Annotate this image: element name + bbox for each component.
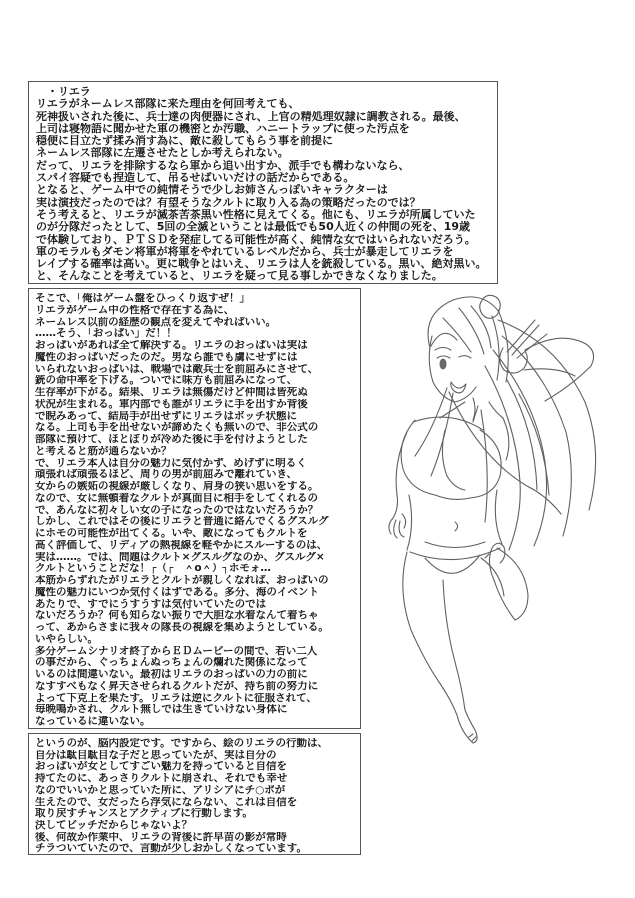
text-line: 高く評価して、リディアの熱視線を軽やかにスルーするのは、 bbox=[35, 539, 328, 551]
text-line: 後、何故か作業中、リエラの背後に許早苗の影が常時 bbox=[35, 831, 287, 843]
text-line: ネームレス以前の経歴の観点を変えてやればいい。 bbox=[35, 316, 277, 328]
lowered-arm-hand bbox=[389, 432, 407, 538]
text-line: いられないおっぱいは、戦場では敵兵士を前屈みにさせて、 bbox=[35, 363, 319, 375]
text-line: と、そんなことを考えていると、リエラを疑って見る事しかできなくなりました。 bbox=[36, 270, 443, 283]
text-line: おっぱいがあれば全て解決する。リエラのおっぱいは実は bbox=[35, 340, 308, 351]
text-line: 魔性の魅力にいつか気付くはずである。多分、海のイベント bbox=[35, 586, 319, 598]
text-line: ネームレス部隊に左遷させたとしか考えられない。 bbox=[36, 147, 289, 160]
text-line: あたりで、すでにうすうすは気付いていたのでは bbox=[35, 598, 267, 610]
text-line: で、リエラ本人は自分の魅力に気付かず、めげずに明るく bbox=[35, 457, 307, 469]
text-line: そう考えると、リエラが滅茶苦茶黒い性格に見えてくる。他にも、リエラが所属していた bbox=[36, 208, 476, 221]
text-line: のが分隊だったとして、5回の全滅ということは最低でも50人近くの仲間の死を、19歳 bbox=[36, 221, 471, 234]
character-illustration bbox=[385, 290, 635, 755]
eye-iris bbox=[440, 359, 447, 370]
text-line: 上司は寝物語に聞かせた軍の機密とか汚職、ハニートラップに使った汚点を bbox=[36, 122, 410, 135]
text-line: 状況が生まれる。軍内部でも誰がリエラに手を出すか背後 bbox=[35, 398, 308, 410]
text-line: で体験しており、ＰＴＳＤを発症してる可能性が高く、純情な女ではいられないだろう。 bbox=[36, 233, 476, 246]
text-line: 実は演技だったのでは？有望そうなクルトに取り入る為の策略だったのでは？ bbox=[36, 196, 421, 209]
flowing-hair bbox=[415, 320, 596, 550]
text-line: 女からの嫉妬の視線が厳しくなり、肩身の狭い思いをする。 bbox=[35, 481, 319, 492]
face bbox=[429, 336, 476, 402]
character-sketch-svg bbox=[385, 290, 635, 755]
text-line: 取り戻すチャンスとアクティブに行動します。 bbox=[35, 808, 253, 820]
text-line: だって、リエラを排除するなら軍から追い出すか、派手でも構わないなら、 bbox=[36, 159, 410, 172]
text-line: って、あからさまに我々の隊長の視線を集めようとしている。 bbox=[35, 622, 329, 633]
text-line: スパイ容疑でも捏造して、吊るせばいいだけの話だからである。 bbox=[36, 172, 355, 185]
text-line: ……そう、「おっぱい」だ！！ bbox=[35, 328, 177, 340]
text-line: ないだろうか？何も知らない振りで大胆な水着なんて着ちゃ bbox=[35, 610, 319, 622]
hair-top bbox=[428, 297, 499, 354]
text-line: と考えると筋が通らないか？ bbox=[35, 445, 172, 457]
text-line: リエラがネームレス部隊に来た理由を何回考えても、 bbox=[36, 98, 300, 111]
text-line: チラついていたので、言動が少しおかしくなっています。 bbox=[35, 843, 307, 855]
text-line: 銃の命中率を下げる。ついでに味方も前屈みになって、 bbox=[35, 375, 298, 387]
text-line: で、あんなに初々しい女の子になったのではないだろうか？ bbox=[35, 504, 319, 516]
text-line: 頑張れば頑張るほど、周りの男が前屈みで離れていき、 bbox=[35, 469, 298, 481]
text-line: しかし、これではその後にリエラと普通に絡んでくるグスルグ bbox=[35, 516, 329, 528]
text-line: となると、ゲーム中での純情そうで少しお姉さんっぽいキャラクターは bbox=[36, 184, 388, 197]
text-line: 実は……。では、問題はクルト×グスルグなのか、グスルグ× bbox=[35, 551, 325, 563]
text-line: なのでいいかと思っていた所に、アリシアにチ○ポが bbox=[35, 784, 286, 796]
text-line: 本筋からずれたがリエラとクルトが親しくなれば、おっぱいの bbox=[35, 575, 329, 586]
ponytail-tie bbox=[480, 295, 509, 382]
waist-bikini-bottom bbox=[407, 490, 502, 573]
text-line: よって下克上を果たす。リエラは逆にクルトに征服されて、 bbox=[35, 692, 317, 704]
text-line: 穏便に目立たず揉み消す為に、敵に殺してもらう事を前提に bbox=[36, 135, 333, 148]
text-line: いるのは間違いない。最初はリエラのおっぱいの力の前に bbox=[35, 669, 308, 680]
headcanon-text-box bbox=[28, 288, 361, 729]
text-line: 毎晩鳴かされ、クルト無しでは生きていけない身体に bbox=[35, 704, 288, 716]
extended-leg bbox=[403, 552, 477, 743]
text-line: で睨みあって、結局手が出せずにリエラはボッチ状態に bbox=[35, 410, 297, 422]
intro-text-box bbox=[28, 81, 498, 284]
text-line: 生えたので、女だったら浮気にならない、これは自信を bbox=[35, 796, 298, 808]
text-line: リエラがゲーム中の性格で存在する為に、 bbox=[35, 304, 235, 316]
text-line: 生存率が下がる。結果、リエラは無傷だけど仲間は皆死ぬ bbox=[35, 387, 308, 398]
text-line: クルトということだな！┌（┌ ＾o＾）┐ホモォ… bbox=[35, 563, 271, 575]
open-mouth bbox=[451, 382, 466, 393]
text-line: 決してビッチだからじゃないよ？ bbox=[35, 819, 193, 831]
text-line: 持てたのに、あっさりクルトに崩され、それでも幸せ bbox=[35, 773, 288, 785]
text-line: なる。上司も手を出せないが諦めたくも無いので、非公式の bbox=[35, 422, 319, 434]
text-line: というのが、脳内設定です。ですから、絵のリエラの行動は、 bbox=[35, 738, 328, 749]
bent-leg bbox=[481, 543, 528, 620]
text-line: 死神扱いされた後に、兵士達の肉便器にされ、上官の精処理奴隷に調教される。最後、 bbox=[36, 110, 466, 123]
text-line: レイプする確率は高い。更に戦争とはいえ、リエラは人を銃殺している。黒い、絶対黒い。 bbox=[36, 258, 487, 271]
text-line: にホモの可能性が出てくる。いや、敵になってもクルトを bbox=[35, 528, 308, 539]
text-line: いやらしい。 bbox=[35, 633, 98, 645]
text-line: 軍のモラルもダモン将軍が将軍をやれているレベルだから、兵士が暴走してリエラを bbox=[36, 245, 454, 258]
text-line: なすすべもなく昇天させられるクルトだが、持ち前の努力に bbox=[35, 680, 319, 692]
text-line: なので、女に無頓着なクルトが真面目に相手をしてくれるの bbox=[35, 492, 318, 504]
text-line: 部隊に預けて、ほとぼりが冷めた後に手を付けようとした bbox=[35, 434, 308, 445]
text-line: おっぱいが女としてすごい魅力を持っていると自信を bbox=[35, 761, 287, 773]
text-line: ・リエラ bbox=[36, 86, 91, 98]
text-line: なっているに違いない。 bbox=[35, 716, 151, 727]
text-line: そこで、「俺はゲーム盤をひっくり返すぜ！」 bbox=[35, 293, 251, 304]
text-line: 自分は駄目駄目な子だと思っていたが、実は自分の bbox=[35, 749, 277, 761]
text-line: 多分ゲームシナリオ終了からＥＤムービーの間で、若い二人 bbox=[35, 645, 318, 657]
text-line: の事だから、ぐっちょんぬっちょんの爛れた関係になって bbox=[35, 657, 308, 669]
text-line: 魔性のおっぱいだったのだ。男なら誰でも虜にせずには bbox=[35, 351, 298, 363]
outro-text-box bbox=[28, 733, 361, 855]
v-sign-hand bbox=[500, 320, 547, 373]
